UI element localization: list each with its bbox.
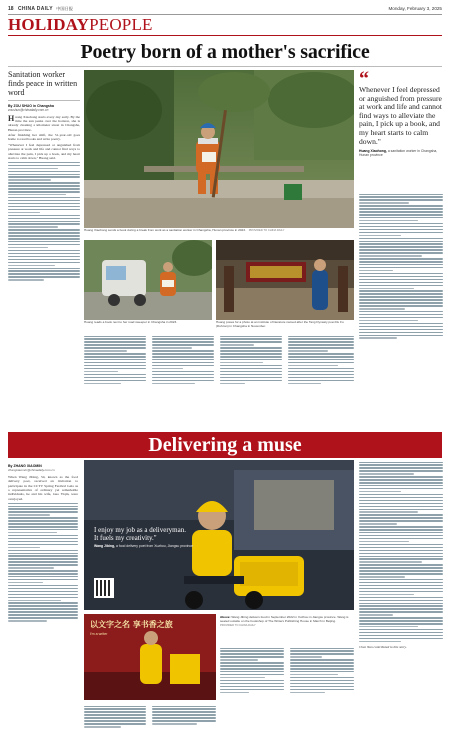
photo-wang-bookshop	[84, 614, 216, 700]
story1-mid-body-text	[84, 334, 354, 430]
story1-deck: Sanitation worker finds peace in written word	[8, 70, 78, 97]
story1-mid-column-3	[220, 334, 282, 385]
issue-date: Monday, February 3, 2025	[388, 6, 442, 11]
main-photo-caption	[84, 229, 354, 233]
story2-right-column	[359, 460, 443, 649]
main-photo-caption-text: Huang Xiaohong sends a book during a break from work as a sanitation worker in Changsha, Hunan province in 2023.	[84, 228, 246, 232]
story2-byline: By ZHANG XIAOMIN	[8, 464, 42, 468]
story2-end-note: Chen Nan contributed to this story.	[359, 645, 407, 650]
story2-headline: Delivering a muse	[8, 432, 442, 458]
story1-left-column	[8, 70, 80, 282]
story1-email: zoushuo@chinadaily.com.cn	[8, 107, 49, 112]
road-sweeper-photo-illustration	[84, 240, 212, 320]
bookshop-sign: 以文字之名 享书香之旅	[90, 620, 173, 629]
video-quote-line-1: I enjoy my job as a deliveryman.	[94, 526, 186, 534]
main-photo-credit: PROVIDED TO CHINA DAILY	[248, 229, 285, 232]
section-title-holiday: HOLIDAY	[8, 15, 90, 34]
pull-quote-role: a sanitation worker in Changsha, Hunan province	[359, 149, 438, 158]
section-title	[8, 16, 153, 34]
main-photo-illustration	[84, 70, 354, 228]
section-title-people: PEOPLE	[89, 15, 153, 34]
paper-brand-cn: 中国日报	[56, 6, 73, 11]
bottom-photo-caption	[220, 616, 354, 628]
story1-paragraph-3: "Whenever I feel depressed or anguished from pressure at work and life and cannot find ways to alleviate the pain, I pick up a book, and my heart starts to calm down," Huang said.	[8, 142, 80, 160]
video-overlay-quote	[94, 526, 214, 548]
story2-left-column	[8, 464, 78, 623]
bottom-caption-text: Wang Jibing delivers food in September 2022 in Xuzhou in Jiangsu province. Wang is seated outside on the bookshop of The Writers Publishing House in March in Beijing.	[220, 615, 349, 623]
photo-wang-jibing-delivery	[84, 460, 354, 610]
quote-mark-icon: “	[359, 68, 369, 90]
video-quote-line-2: It fuels my creativity."	[94, 534, 157, 542]
main-photo-huang-reading	[84, 70, 354, 228]
story1-headline: Poetry born of a mother's sacrifice	[80, 41, 370, 63]
story2-lead-paragraph: When Wang Jibing, 54, known as the food delivery poet, received an invitation to participate in the CCTV Spring Festival Gala as a representative of ordinary yet remarkable individuals, he and his wife, Guo Yiqin, were overjoyed.	[8, 475, 78, 501]
institute-photo-illustration	[216, 240, 354, 320]
page-number: 18	[8, 6, 14, 12]
video-quote-name: Wang Jibing,	[94, 544, 115, 548]
photo-huang-road-sweeper	[84, 240, 212, 320]
photo-left-caption: Huang reads a book next to her road sweeper in Changsha in 2023.	[84, 320, 178, 324]
story1-lead-paragraph: Huang Xiaohong starts every day early. By the time the sun peaks over the horizon, she is already cleaning a kilometer street in Changsha, Hunan province.	[8, 113, 80, 132]
story1-right-column	[359, 192, 443, 340]
pull-quote-name: Huang Xiaohong,	[359, 149, 387, 154]
photo-right-caption: Huang poses for a photo at an institute of literature named after the Tang Dynasty poet Du Fu (Dufu'an) in Changsha in November.	[216, 320, 344, 328]
paper-brand: CHINA DAILY	[17, 6, 53, 12]
qr-code-icon[interactable]	[94, 578, 114, 598]
story1-mid-column-1	[84, 334, 146, 385]
story2-left-body-text	[8, 503, 78, 622]
story2-email: zhangxiaomin@chinadaily.com.cn	[8, 468, 55, 472]
story1-mid-column-2	[152, 334, 214, 385]
pull-quote-text: Whenever I feel depressed or anguished from pressure at work and life and cannot find ways to alleviate the pain, I pick up a book, and my heart starts to calm down."	[359, 85, 442, 146]
bookshop-sign-sub: I'm a writer	[90, 632, 108, 636]
video-quote-role: a food delivery poet from Xuzhou, Jiangsu province	[115, 544, 194, 548]
bottom-caption-credit: PROVIDED TO CHINA DAILY	[220, 623, 256, 627]
story1-mid-column-4	[288, 334, 354, 385]
story1-pull-quote-block	[359, 68, 443, 158]
photo-huang-du-fu-institute	[216, 240, 354, 320]
masthead	[8, 6, 442, 36]
bottom-caption-label: Above:	[220, 615, 231, 619]
story1-byline: By ZOU SHUO in Changsha	[8, 103, 54, 108]
story1-left-body-text	[8, 162, 80, 281]
story1-paragraph-2: After finishing her shift, the 51-year-old goes home to read books and write poetry.	[8, 133, 80, 142]
